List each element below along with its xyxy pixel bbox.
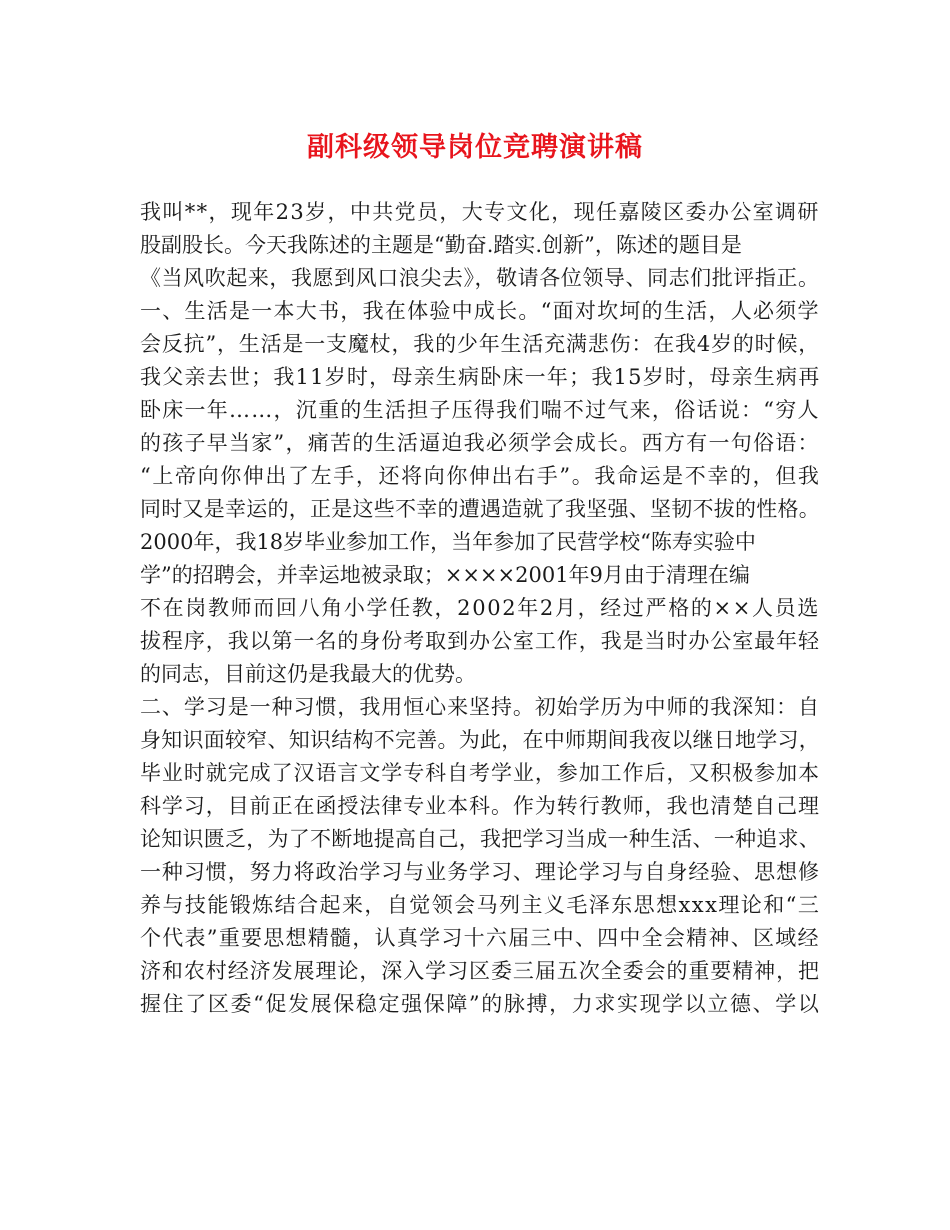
body-line: 同时又是幸运的，正是这些不幸的遭遇造就了我坚强、坚韧不拔的性格。 bbox=[140, 497, 820, 521]
document-body bbox=[140, 196, 820, 1021]
body-line: 握住了区委“促发展保稳定强保障”的脉搏，力求实现学以立德、学以 bbox=[140, 992, 821, 1016]
body-line: “上帝向你伸出了左手，还将向你伸出右手”。我命运是不幸的，但我 bbox=[140, 464, 821, 488]
body-line: 学”的招聘会，并幸运地被录取；××××2001年9月由于清理在编 bbox=[140, 563, 750, 587]
body-line: 论知识匮乏，为了不断地提高自己，我把学习当成一种生活、一种追求、 bbox=[140, 827, 820, 851]
body-line: 股副股长。今天我陈述的主题是“勤奋.踏实.创新”，陈述的题目是 bbox=[140, 233, 742, 257]
body-line: 身知识面较窄、知识结构不完善。为此，在中师期间我夜以继日地学习， bbox=[140, 728, 820, 752]
body-line: 我叫**，现年23岁，中共党员，大专文化，现任嘉陵区委办公室调研 bbox=[140, 200, 820, 224]
body-line: 的孩子早当家”，痛苦的生活逼迫我必须学会成长。西方有一句俗语： bbox=[140, 431, 820, 455]
body-line: 我父亲去世；我11岁时，母亲生病卧床一年；我15岁时，母亲生病再 bbox=[140, 365, 821, 389]
body-line: 《当风吹起来，我愿到风口浪尖去》，敬请各位领导、同志们批评指正。 bbox=[140, 266, 820, 290]
body-line: 养与技能锻炼结合起来，自觉领会马列主义毛泽东思想xxx理论和“三 bbox=[140, 893, 821, 917]
body-line: 一种习惯，努力将政治学习与业务学习、理论学习与自身经验、思想修 bbox=[140, 860, 820, 884]
body-line: 2000年，我18岁毕业参加工作，当年参加了民营学校“陈寿实验中 bbox=[140, 530, 756, 554]
body-line: 二、学习是一种习惯，我用恒心来坚持。初始学历为中师的我深知：自 bbox=[140, 695, 820, 719]
body-line: 的同志，目前这仍是我最大的优势。 bbox=[140, 662, 476, 686]
body-line: 卧床一年……，沉重的生活担子压得我们喘不过气来，俗话说：“穷人 bbox=[140, 398, 820, 422]
body-line: 一、生活是一本大书，我在体验中成长。“面对坎坷的生活，人必须学 bbox=[140, 299, 820, 323]
body-line: 科学习，目前正在函授法律专业本科。作为转行教师，我也清楚自己理 bbox=[140, 794, 820, 818]
body-line: 个代表”重要思想精髓，认真学习十六届三中、四中全会精神、区域经 bbox=[140, 926, 820, 950]
body-line: 毕业时就完成了汉语言文学专科自考学业，参加工作后，又积极参加本 bbox=[140, 761, 820, 785]
body-line: 不在岗教师而回八角小学任教，2002年2月，经过严格的××人员选 bbox=[140, 596, 820, 620]
document-title: 副科级领导岗位竞聘演讲稿 bbox=[307, 132, 643, 163]
body-line: 济和农村经济发展理论，深入学习区委三届五次全委会的重要精神，把 bbox=[140, 959, 820, 983]
body-line: 会反抗”，生活是一支魔杖，我的少年生活充满悲伤：在我4岁的时候， bbox=[140, 332, 821, 356]
body-line: 拔程序，我以第一名的身份考取到办公室工作，我是当时办公室最年轻 bbox=[140, 629, 820, 653]
